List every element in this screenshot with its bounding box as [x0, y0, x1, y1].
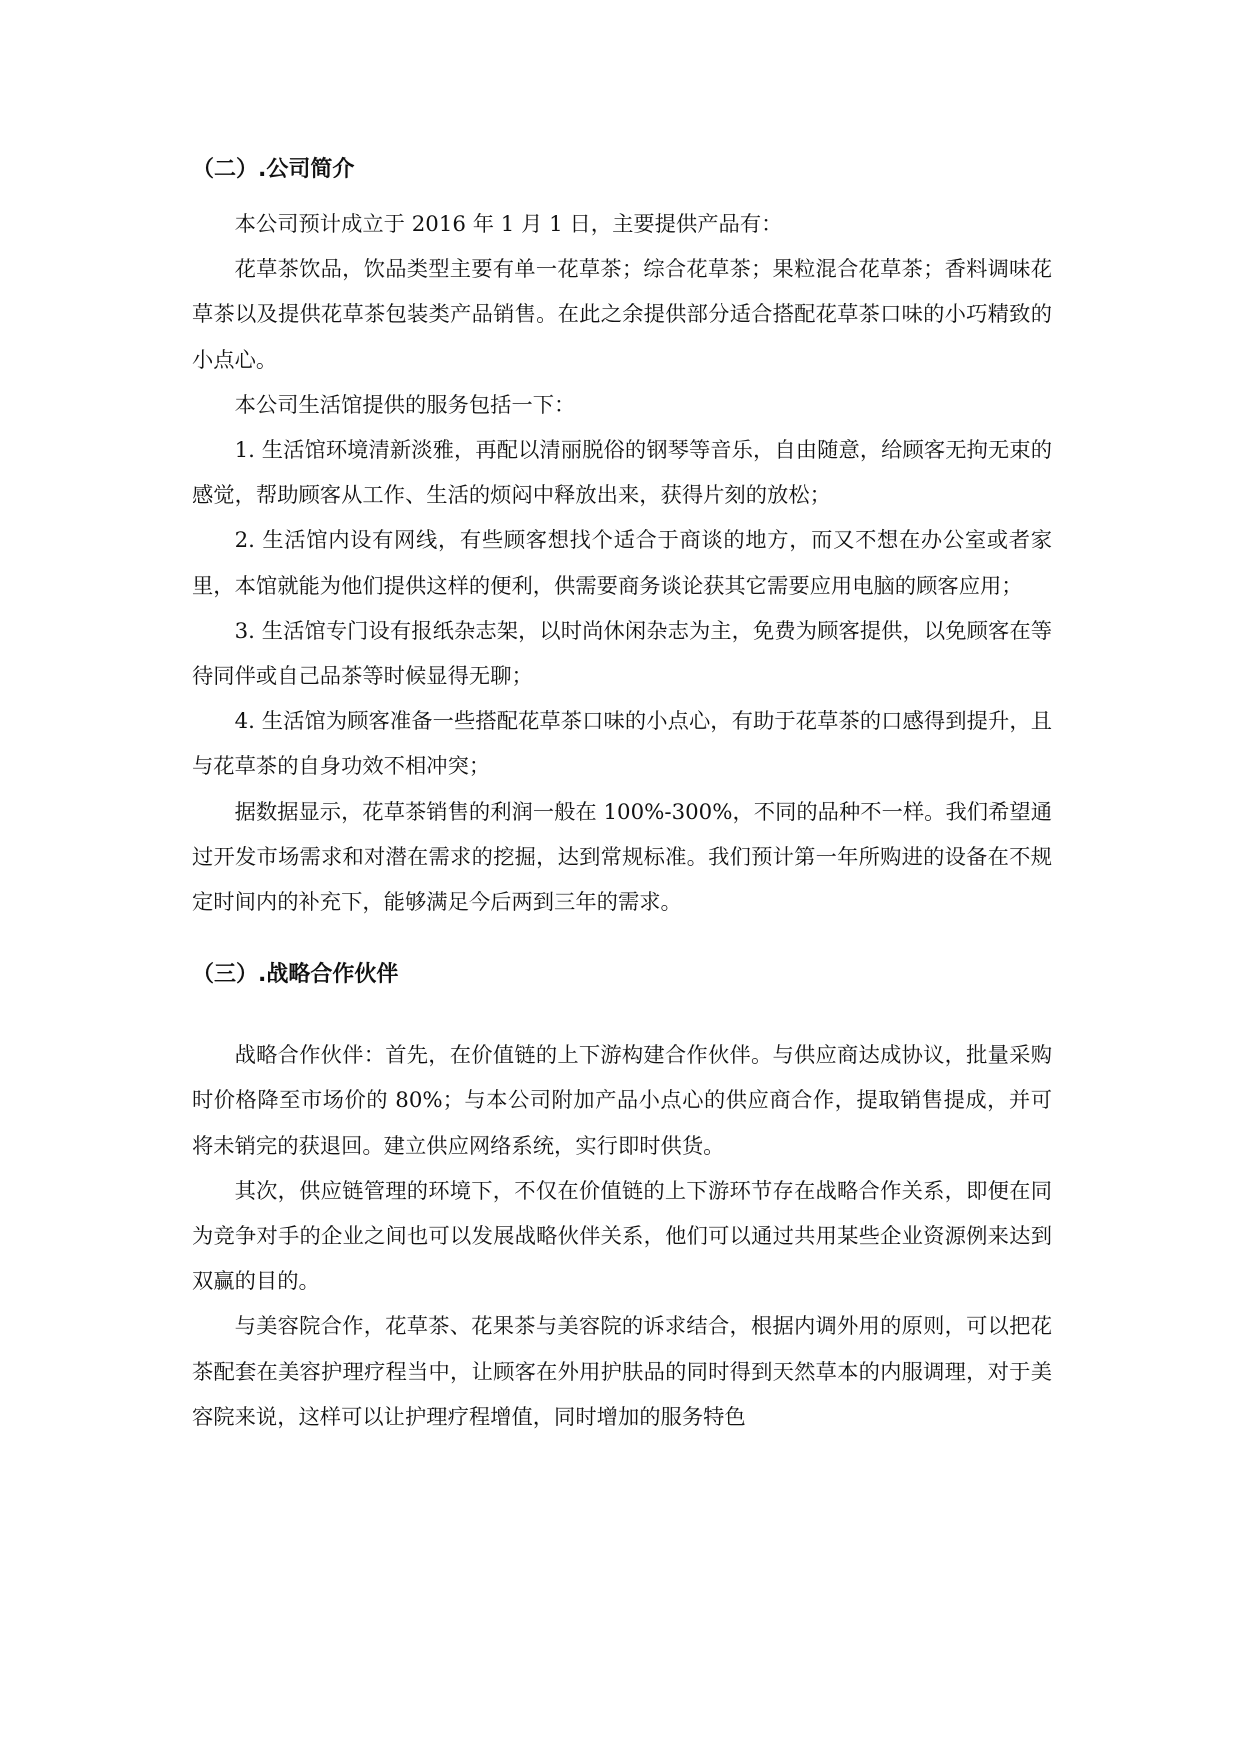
paragraph: 据数据显示，花草茶销售的利润一般在 100%-300%，不同的品种不一样。我们希望通过开发市场需求和对潜在需求的挖掘，达到常规标准。我们预计第一年所购进的设备在不规定时间内的补充下，能够满足今后两到三年的需求。: [192, 799, 1052, 916]
paragraph: 本公司预计成立于 2016 年 1 月 1 日，主要提供产品有：: [234, 212, 783, 237]
paragraph: 与美容院合作，花草茶、花果茶与美容院的诉求结合，根据内调外用的原则，可以把花茶配套在美容护理疗程当中，让顾客在外用护肤品的同时得到天然草本的内服调理，对于美容院来说，这样可以让护理疗程增值，同时增加的服务特色: [192, 1314, 1052, 1430]
paragraph: 花草茶饮品，饮品类型主要有单一花草茶；综合花草茶；果粒混合花草茶；香料调味花草茶以及提供花草茶包装类产品销售。在此之余提供部分适合搭配花草茶口味的小巧精致的小点心。: [192, 257, 1052, 373]
section-spacer: [192, 995, 1052, 1033]
paragraph: 本公司生活馆提供的服务包括一下：: [234, 392, 576, 418]
section-spacer: [192, 925, 1052, 955]
paragraph: 其次，供应链管理的环境下，不仅在价值链的上下游环节存在战略合作关系，即便在同为竞争对手的企业之间也可以发展战略伙伴关系，他们可以通过共用某些企业资源例来达到双赢的目的。: [192, 1178, 1052, 1295]
paragraph: 战略合作伙伴：首先，在价值链的上下游构建合作伙伴。与供应商达成协议，批量采购时价格降至市场价的 80%；与本公司附加产品小点心的供应商合作，提取销售提成，并可将未销完的获退回。建立供应网络系统，实行即时供货。: [192, 1043, 1052, 1159]
document-body: [192, 150, 1052, 1440]
list-item-service-3: 3. 生活馆专门设有报纸杂志架，以时尚休闲杂志为主，免费为顾客提供，以免顾客在等待同伴或自己品茶等时候显得无聊；: [192, 618, 1052, 690]
list-item-service-1: 1. 生活馆环境清新淡雅，再配以清丽脱俗的钢琴等音乐，自由随意，给顾客无拘无束的感觉，帮助顾客从工作、生活的烦闷中释放出来，获得片刻的放松；: [192, 438, 1052, 509]
list-item-service-2: 2. 生活馆内设有网线，有些顾客想找个适合于商谈的地方，而又不想在办公室或者家里，本馆就能为他们提供这样的便利，供需要商务谈论获其它需要应用电脑的顾客应用；: [192, 528, 1052, 599]
list-item-service-4: 4. 生活馆为顾客准备一些搭配花草茶口味的小点心，有助于花草茶的口感得到提升，且与花草茶的自身功效不相冲突；: [192, 709, 1052, 780]
section-heading-company-profile: （二）.公司简介: [192, 157, 355, 182]
section-heading-strategic-partners: （三）.战略合作伙伴: [192, 962, 399, 988]
